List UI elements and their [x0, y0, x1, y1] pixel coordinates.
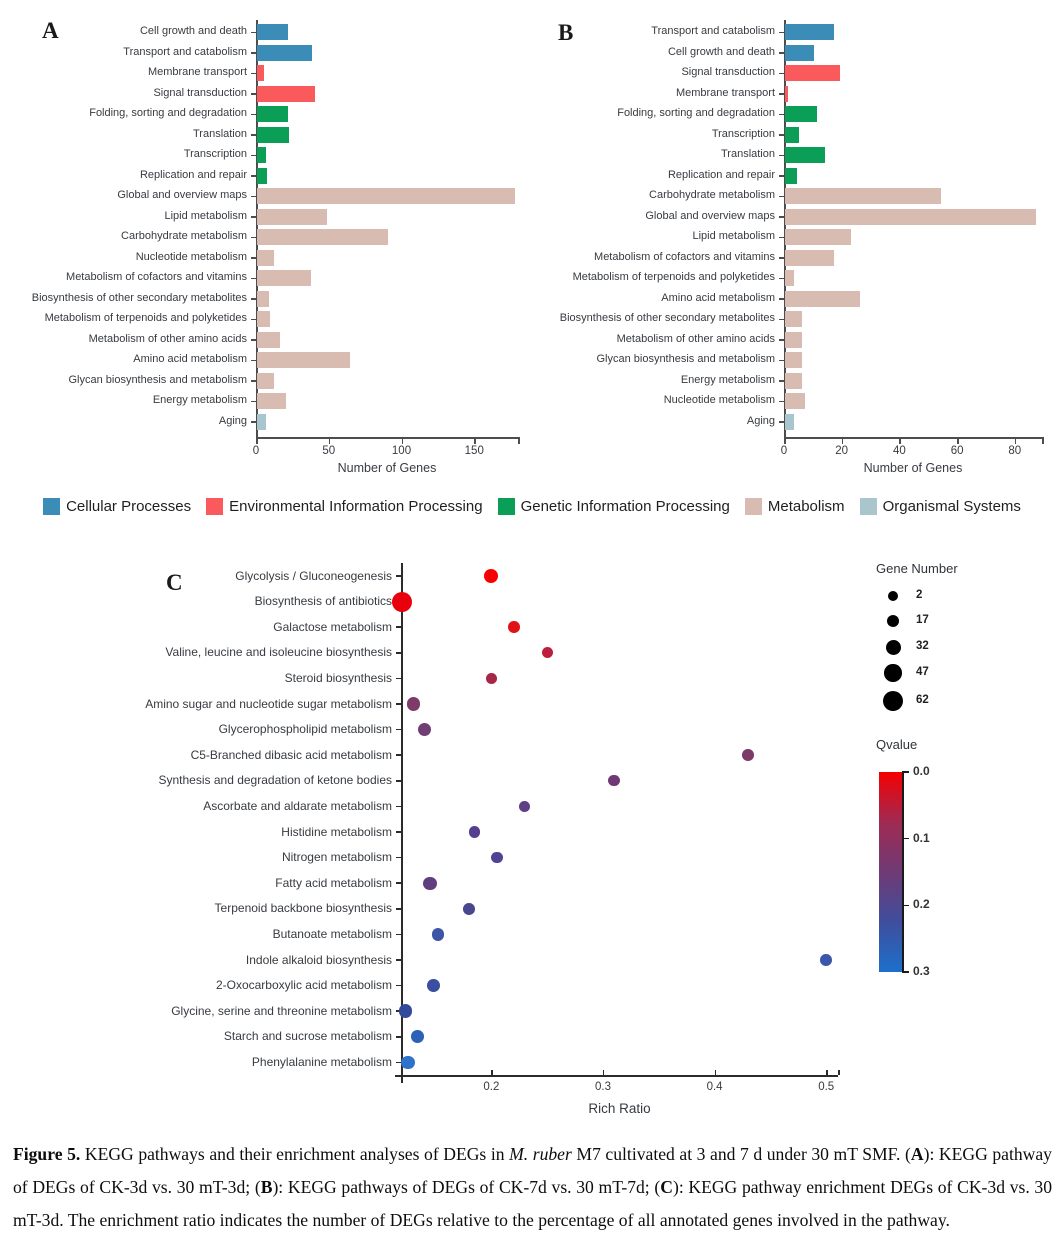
- scatter-row-label: Terpenoid backbone biosynthesis: [214, 901, 392, 916]
- colorbar-tick-label: 0.1: [913, 830, 930, 845]
- scatter-row-label: Glycine, serine and threonine metabolism: [171, 1003, 392, 1018]
- bar: [785, 45, 814, 61]
- legend-swatch: [498, 498, 515, 515]
- scatter-row-label: Nitrogen metabolism: [281, 850, 392, 865]
- x-axis-line: [784, 437, 1044, 439]
- x-tick: [474, 439, 476, 444]
- category-tick: [779, 401, 784, 403]
- size-legend-value: 32: [916, 640, 929, 652]
- caption-bold-text: A: [910, 1144, 924, 1164]
- x-tick-label: 0: [252, 445, 260, 457]
- scatter-row-label: Glycerophospholipid metabolism: [218, 722, 392, 737]
- size-legend-dot: [886, 640, 901, 655]
- caption-italic-text: M. ruber: [509, 1144, 572, 1164]
- bar-row-label: Aging: [218, 414, 247, 427]
- bar: [785, 414, 794, 430]
- scatter-dot: [742, 749, 754, 761]
- bar-row-label: Folding, sorting and degradation: [89, 107, 247, 120]
- figure-caption: [13, 1138, 1052, 1236]
- bar-row-label: Metabolism of other amino acids: [88, 332, 247, 345]
- size-legend-dot: [884, 664, 902, 682]
- x-tick-label: 20: [835, 445, 849, 457]
- bar-row-label: Energy metabolism: [152, 394, 247, 407]
- x-tick: [603, 1070, 605, 1075]
- x-tick: [899, 439, 901, 444]
- legend-swatch: [206, 498, 223, 515]
- x-tick-label: 0.3: [594, 1081, 611, 1093]
- category-tick: [779, 360, 784, 362]
- legend-label: Metabolism: [767, 497, 845, 515]
- scatter-row-label: 2-Oxocarboxylic acid metabolism: [215, 978, 392, 993]
- category-tick: [396, 857, 401, 859]
- bar-row-label: Nucleotide metabolism: [135, 250, 247, 263]
- colorbar-axis-line: [902, 772, 904, 973]
- category-tick: [396, 729, 401, 731]
- caption-text: M7 cultivated at 3 and 7 d under 30 mT SMF. (: [571, 1144, 911, 1164]
- category-tick: [396, 626, 401, 628]
- colorbar-tick: [902, 905, 909, 907]
- category-tick: [779, 32, 784, 34]
- scatter-dot: [484, 569, 498, 583]
- legend-swatch: [43, 498, 60, 515]
- x-axis-title: Number of Genes: [337, 461, 437, 475]
- panel-label-b: B: [558, 20, 574, 45]
- bar-row-label: Membrane transport: [147, 66, 247, 79]
- bar-row-label: Membrane transport: [675, 86, 775, 99]
- category-tick: [396, 934, 401, 936]
- scatter-dot: [427, 979, 440, 992]
- x-tick: [402, 439, 404, 444]
- bar: [785, 311, 802, 327]
- legend-item: [498, 498, 730, 515]
- bar-row-label: Cell growth and death: [667, 45, 775, 58]
- caption-text: ): KEGG pathway of DEGs of CK-3d vs. 30 mT-3d; (: [13, 1144, 1052, 1197]
- x-tick: [256, 439, 258, 444]
- legend-label: Genetic Information Processing: [520, 497, 730, 515]
- category-tick: [396, 882, 401, 884]
- x-tick: [784, 439, 786, 444]
- colorbar: [879, 772, 902, 972]
- scatter-dot: [491, 852, 502, 863]
- size-legend-dot: [883, 691, 903, 711]
- category-tick: [396, 908, 401, 910]
- bar: [785, 188, 941, 204]
- bar-row-label: Carbohydrate metabolism: [121, 230, 247, 243]
- scatter-dot: [401, 1056, 415, 1070]
- size-legend-value: 17: [916, 614, 929, 626]
- x-tick: [491, 1070, 493, 1075]
- category-tick: [779, 134, 784, 136]
- category-tick: [779, 73, 784, 75]
- size-legend-value: 2: [916, 589, 923, 601]
- legend-item: [745, 498, 845, 515]
- bar-row-label: Metabolism of cofactors and vitamins: [594, 250, 775, 263]
- category-tick: [779, 216, 784, 218]
- scatter-row-label: Amino sugar and nucleotide sugar metabolism: [145, 696, 392, 711]
- x-tick: [329, 439, 331, 444]
- x-axis-title: Rich Ratio: [588, 1101, 651, 1116]
- category-tick: [779, 298, 784, 300]
- bar: [785, 106, 817, 122]
- x-tick: [826, 1070, 828, 1075]
- bar-row-label: Amino acid metabolism: [661, 291, 775, 304]
- category-tick: [779, 380, 784, 382]
- category-tick: [396, 780, 401, 782]
- bar: [785, 352, 802, 368]
- colorbar-title: Qvalue: [876, 737, 918, 752]
- legend-label: Organismal Systems: [882, 497, 1021, 515]
- x-tick-label: 0.5: [818, 1081, 835, 1093]
- scatter-dot: [542, 647, 553, 658]
- bar: [785, 332, 802, 348]
- bar: [785, 270, 794, 286]
- x-axis-end-tick: [1042, 439, 1044, 444]
- category-tick: [396, 806, 401, 808]
- category-tick: [396, 754, 401, 756]
- bar-row-label: Transport and catabolism: [123, 45, 247, 58]
- bar: [785, 65, 840, 81]
- x-tick: [1015, 439, 1017, 444]
- category-tick: [779, 93, 784, 95]
- scatter-dot: [411, 1030, 424, 1043]
- category-tick: [396, 985, 401, 987]
- category-tick: [779, 421, 784, 423]
- bar-row-label: Metabolism of other amino acids: [616, 332, 775, 345]
- caption-bold-text: C: [660, 1176, 673, 1197]
- bar-row-label: Metabolism of terpenoids and polyketides: [572, 271, 775, 284]
- bar-row-label: Transcription: [183, 148, 247, 161]
- caption-text: ): KEGG pathway enrichment DEGs of CK-3d vs. 30 mT-3d. The enrichment ratio indicates the number of DEGs relative to the percentage of all annotated genes involved in the pathway.: [13, 1176, 1053, 1230]
- legend-label: Environmental Information Processing: [229, 497, 483, 515]
- legend-item: [860, 498, 1021, 515]
- scatter-dot: [432, 928, 445, 941]
- x-axis-line: [256, 437, 520, 439]
- bar-row-label: Global and overview maps: [645, 209, 775, 222]
- x-tick-label: 0: [780, 445, 788, 457]
- category-tick: [779, 278, 784, 280]
- category-tick: [779, 339, 784, 341]
- bar-row-label: Carbohydrate metabolism: [649, 189, 775, 202]
- bar: [785, 393, 805, 409]
- scatter-row-label: Biosynthesis of antibiotics: [254, 594, 392, 609]
- bar-row-label: Nucleotide metabolism: [663, 394, 775, 407]
- scatter-row-label: Steroid biosynthesis: [284, 670, 392, 685]
- bar-row-label: Translation: [720, 148, 775, 161]
- bar: [785, 229, 851, 245]
- bar: [785, 250, 834, 266]
- bar: [785, 86, 788, 102]
- bar-row-label: Transport and catabolism: [651, 25, 775, 38]
- size-legend-dot: [888, 591, 898, 601]
- legend-swatch: [745, 498, 762, 515]
- x-axis-end-tick: [518, 439, 520, 444]
- scatter-dot: [392, 592, 412, 612]
- category-tick: [396, 678, 401, 680]
- category-tick: [779, 155, 784, 157]
- scatter-row-label: Glycolysis / Gluconeogenesis: [235, 568, 392, 583]
- scatter-row-label: Synthesis and degradation of ketone bodies: [158, 773, 392, 788]
- scatter-dot: [407, 697, 420, 710]
- bar-row-label: Transcription: [711, 127, 775, 140]
- bar-row-label: Signal transduction: [153, 86, 247, 99]
- caption-text: KEGG pathways and their enrichment analyses of DEGs in: [80, 1144, 510, 1164]
- x-tick: [842, 439, 844, 444]
- legend-label: Cellular Processes: [66, 497, 192, 515]
- category-tick: [396, 1036, 401, 1038]
- x-axis-title: Number of Genes: [863, 461, 963, 475]
- x-tick-label: 0.2: [483, 1081, 500, 1093]
- bar-row-label: Glycan biosynthesis and metabolism: [68, 373, 247, 386]
- bar-row-label: Replication and repair: [139, 168, 247, 181]
- caption-text: ): KEGG pathways of DEGs of CK-7d vs. 30 mT-7d; (: [272, 1176, 661, 1197]
- size-legend-title: Gene Number: [876, 561, 958, 576]
- panel-label-c: C: [166, 570, 183, 595]
- x-tick-label: 50: [322, 445, 336, 457]
- category-tick: [779, 114, 784, 116]
- caption-bold-text: Figure 5.: [13, 1144, 81, 1164]
- scatter-dot: [519, 801, 530, 812]
- bar-row-label: Amino acid metabolism: [133, 353, 247, 366]
- category-tick: [779, 175, 784, 177]
- scatter-row-label: Fatty acid metabolism: [275, 875, 392, 890]
- bar: [785, 291, 860, 307]
- scatter-dot: [820, 954, 832, 966]
- bar-row-label: Folding, sorting and degradation: [617, 107, 775, 120]
- category-tick: [396, 831, 401, 833]
- x-tick-label: 60: [950, 445, 964, 457]
- colorbar-tick: [902, 771, 909, 773]
- colorbar-tick-label: 0.0: [913, 764, 930, 778]
- panel-label-a: A: [42, 18, 59, 43]
- colorbar-tick: [902, 838, 909, 840]
- scatter-dot: [608, 775, 619, 786]
- bar-row-label: Aging: [746, 414, 775, 427]
- category-tick: [779, 237, 784, 239]
- scatter-row-label: Phenylalanine metabolism: [251, 1054, 392, 1069]
- category-tick: [779, 52, 784, 54]
- x-tick: [715, 1070, 717, 1075]
- scatter-row-label: Ascorbate and aldarate metabolism: [203, 798, 392, 813]
- colorbar-tick: [902, 971, 909, 973]
- bar-row-label: Metabolism of terpenoids and polyketides: [44, 312, 247, 325]
- bar-row-label: Biosynthesis of other secondary metabolites: [31, 291, 247, 304]
- x-axis-line: [395, 1075, 838, 1077]
- x-tick-label: 150: [464, 445, 484, 457]
- scatter-dot: [486, 673, 497, 684]
- bar-row-label: Energy metabolism: [680, 373, 775, 386]
- size-legend-dot: [887, 615, 900, 628]
- legend-swatch: [860, 498, 877, 515]
- scatter-row-label: Galactose metabolism: [273, 619, 392, 634]
- scatter-row-label: Histidine metabolism: [281, 824, 392, 839]
- size-legend-value: 47: [916, 666, 929, 678]
- bar-row-label: Global and overview maps: [117, 189, 247, 202]
- bar-row-label: Lipid metabolism: [164, 209, 247, 222]
- scatter-row-label: Butanoate metabolism: [272, 926, 392, 941]
- bar: [785, 24, 834, 40]
- x-tick: [957, 439, 959, 444]
- bar-row-label: Glycan biosynthesis and metabolism: [596, 353, 775, 366]
- category-tick: [396, 575, 401, 577]
- size-legend-value: 62: [916, 694, 929, 706]
- x-tick-label: 0.4: [706, 1081, 723, 1093]
- scatter-row-label: Starch and sucrose metabolism: [223, 1029, 392, 1044]
- bar: [785, 373, 802, 389]
- legend-item: [43, 498, 191, 515]
- bar: [785, 127, 799, 143]
- x-axis-end-tick: [838, 1070, 840, 1075]
- scatter-row-label: C5-Branched dibasic acid metabolism: [190, 747, 392, 762]
- bar: [785, 147, 825, 163]
- legend-item: [206, 498, 482, 515]
- x-tick-label: 80: [1008, 445, 1022, 457]
- bar: [785, 168, 797, 184]
- category-tick: [779, 319, 784, 321]
- scatter-dot: [508, 621, 520, 633]
- caption-bold-text: B: [260, 1176, 273, 1197]
- x-tick-label: 100: [391, 445, 412, 457]
- category-tick: [779, 257, 784, 259]
- bar-row-label: Lipid metabolism: [692, 230, 775, 243]
- scatter-row-label: Indole alkaloid biosynthesis: [245, 952, 392, 967]
- colorbar-tick-label: 0.2: [913, 897, 930, 912]
- bar: [785, 209, 1036, 225]
- bar-row-label: Translation: [192, 127, 247, 140]
- colorbar-tick-label: 0.3: [913, 964, 930, 978]
- scatter-dot: [418, 723, 431, 736]
- scatter-row-label: Valine, leucine and isoleucine biosynthesis: [165, 645, 392, 660]
- scatter-dot: [469, 826, 480, 837]
- category-legend: [0, 489, 1064, 523]
- category-tick: [396, 703, 401, 705]
- x-tick-label: 40: [892, 445, 906, 457]
- category-tick: [396, 652, 401, 654]
- category-tick: [779, 196, 784, 198]
- bar-row-label: Signal transduction: [681, 66, 775, 79]
- scatter-dot: [423, 877, 436, 890]
- scatter-dot: [399, 1004, 413, 1018]
- bar-row-label: Replication and repair: [667, 168, 775, 181]
- bar-row-label: Cell growth and death: [139, 25, 247, 38]
- bar-row-label: Biosynthesis of other secondary metabolites: [559, 312, 775, 325]
- bar-row-label: Metabolism of cofactors and vitamins: [66, 271, 247, 284]
- scatter-dot: [463, 903, 475, 915]
- category-tick: [396, 959, 401, 961]
